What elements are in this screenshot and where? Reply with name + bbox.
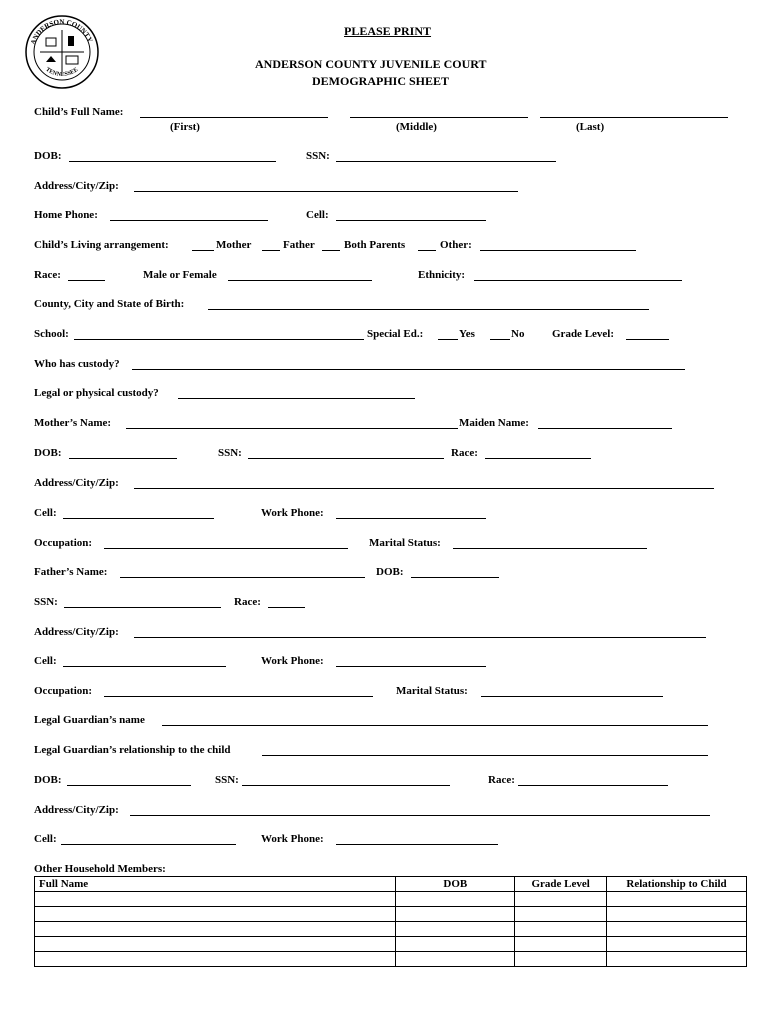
father-cell-field[interactable]	[63, 666, 226, 667]
cell-grade[interactable]	[515, 892, 607, 907]
table-row[interactable]	[35, 952, 747, 967]
guardian-work-phone-field[interactable]	[336, 844, 498, 845]
child-last-name-field[interactable]	[540, 117, 728, 118]
cell-grade[interactable]	[515, 937, 607, 952]
cell-full-name[interactable]	[35, 922, 396, 937]
county-seal	[24, 14, 100, 90]
mother-maiden-label: Maiden Name:	[459, 417, 529, 429]
cell-dob[interactable]	[396, 892, 515, 907]
cell-grade[interactable]	[515, 907, 607, 922]
special-ed-yes-blank[interactable]	[438, 339, 458, 340]
father-dob-label: DOB:	[376, 566, 404, 578]
guardian-relationship-field[interactable]	[262, 755, 708, 756]
seal-bottom-text: TENNESSEE	[44, 66, 80, 79]
guardian-dob-field[interactable]	[67, 785, 191, 786]
child-sex-label: Male or Female	[143, 269, 217, 281]
guardian-race-field[interactable]	[518, 785, 668, 786]
guardian-address-label: Address/City/Zip:	[34, 804, 119, 816]
guardian-ssn-field[interactable]	[242, 785, 450, 786]
mother-work-phone-label: Work Phone:	[261, 507, 324, 519]
col-grade-level: Grade Level	[515, 877, 607, 892]
col-full-name: Full Name	[35, 877, 396, 892]
father-ssn-label: SSN:	[34, 596, 58, 608]
living-other-label: Other:	[440, 239, 472, 251]
cell-relationship[interactable]	[607, 937, 747, 952]
mother-race-label: Race:	[451, 447, 478, 459]
mother-ssn-field[interactable]	[248, 458, 444, 459]
child-cell-field[interactable]	[336, 220, 486, 221]
father-race-field[interactable]	[268, 607, 305, 608]
grade-level-field[interactable]	[626, 339, 669, 340]
grade-level-label: Grade Level:	[552, 328, 615, 340]
mother-maiden-field[interactable]	[538, 428, 672, 429]
guardian-cell-label: Cell:	[34, 833, 57, 845]
living-both-blank[interactable]	[322, 250, 340, 251]
father-work-phone-field[interactable]	[336, 666, 486, 667]
child-race-label: Race:	[34, 269, 61, 281]
col-dob: DOB	[396, 877, 515, 892]
child-address-field[interactable]	[134, 191, 518, 192]
father-marital-label: Marital Status:	[396, 685, 468, 697]
guardian-name-field[interactable]	[162, 725, 708, 726]
middle-caption: (Middle)	[396, 121, 437, 133]
cell-relationship[interactable]	[607, 922, 747, 937]
cell-dob[interactable]	[396, 907, 515, 922]
child-ssn-label: SSN:	[306, 150, 330, 162]
living-arrangement-label: Child’s Living arrangement:	[34, 239, 169, 251]
mother-work-phone-field[interactable]	[336, 518, 486, 519]
living-other-field[interactable]	[480, 250, 636, 251]
custody-field[interactable]	[132, 369, 685, 370]
mother-address-field[interactable]	[134, 488, 714, 489]
custody-label: Who has custody?	[34, 358, 120, 370]
cell-full-name[interactable]	[35, 907, 396, 922]
mother-marital-field[interactable]	[453, 548, 647, 549]
birth-place-field[interactable]	[208, 309, 649, 310]
col-relationship: Relationship to Child	[607, 877, 747, 892]
sheet-title: DEMOGRAPHIC SHEET	[312, 74, 450, 88]
mother-address-label: Address/City/Zip:	[34, 477, 119, 489]
court-title: ANDERSON COUNTY JUVENILE COURT	[255, 57, 487, 71]
mother-dob-field[interactable]	[69, 458, 177, 459]
mother-occupation-label: Occupation:	[34, 537, 93, 549]
living-father-label: Father	[283, 239, 315, 251]
father-ssn-field[interactable]	[64, 607, 221, 608]
mother-name-label: Mother’s Name:	[34, 417, 112, 429]
seal-top-text: ANDERSON COUNTY	[29, 17, 95, 46]
father-marital-field[interactable]	[481, 696, 663, 697]
cell-relationship[interactable]	[607, 907, 747, 922]
living-mother-label: Mother	[216, 239, 252, 251]
mother-dob-label: DOB:	[34, 447, 62, 459]
first-caption: (First)	[170, 121, 200, 133]
father-work-phone-label: Work Phone:	[261, 655, 324, 667]
special-ed-label: Special Ed.:	[367, 328, 424, 340]
father-race-label: Race:	[234, 596, 261, 608]
legal-physical-field[interactable]	[178, 398, 415, 399]
household-table	[34, 876, 747, 967]
guardian-race-label: Race:	[488, 774, 515, 786]
mother-cell-field[interactable]	[63, 518, 214, 519]
special-ed-no-label: No	[511, 328, 525, 340]
living-other-blank[interactable]	[418, 250, 436, 251]
school-label: School:	[34, 328, 69, 340]
mother-marital-label: Marital Status:	[369, 537, 441, 549]
special-ed-no-blank[interactable]	[490, 339, 510, 340]
child-ssn-field[interactable]	[336, 161, 556, 162]
guardian-address-field[interactable]	[130, 815, 710, 816]
child-name-label: Child’s Full Name:	[34, 106, 124, 118]
household-title: Other Household Members:	[34, 863, 166, 875]
living-father-blank[interactable]	[262, 250, 280, 251]
cell-grade[interactable]	[515, 922, 607, 937]
cell-dob[interactable]	[396, 922, 515, 937]
cell-full-name[interactable]	[35, 937, 396, 952]
table-row[interactable]	[35, 892, 747, 907]
guardian-work-phone-label: Work Phone:	[261, 833, 324, 845]
father-address-label: Address/City/Zip:	[34, 626, 119, 638]
living-mother-blank[interactable]	[192, 250, 214, 251]
child-home-phone-field[interactable]	[110, 220, 268, 221]
cell-full-name[interactable]	[35, 892, 396, 907]
legal-physical-label: Legal or physical custody?	[34, 387, 159, 399]
table-row[interactable]	[35, 922, 747, 937]
child-ethnicity-field[interactable]	[474, 280, 682, 281]
birth-place-label: County, City and State of Birth:	[34, 298, 185, 310]
cell-relationship[interactable]	[607, 892, 747, 907]
cell-dob[interactable]	[396, 952, 515, 967]
father-occupation-label: Occupation:	[34, 685, 93, 697]
mother-name-field[interactable]	[126, 428, 458, 429]
cell-full-name[interactable]	[35, 952, 396, 967]
father-cell-label: Cell:	[34, 655, 57, 667]
child-cell-label: Cell:	[306, 209, 329, 221]
mother-cell-label: Cell:	[34, 507, 57, 519]
child-dob-field[interactable]	[69, 161, 276, 162]
mother-race-field[interactable]	[485, 458, 591, 459]
cell-dob[interactable]	[396, 937, 515, 952]
father-occupation-field[interactable]	[104, 696, 373, 697]
mother-ssn-label: SSN:	[218, 447, 242, 459]
father-dob-field[interactable]	[411, 577, 499, 578]
living-both-label: Both Parents	[344, 239, 406, 251]
school-field[interactable]	[74, 339, 364, 340]
table-row[interactable]	[35, 937, 747, 952]
child-first-name-field[interactable]	[140, 117, 328, 118]
mother-occupation-field[interactable]	[104, 548, 348, 549]
guardian-dob-label: DOB:	[34, 774, 62, 786]
cell-relationship[interactable]	[607, 952, 747, 967]
child-sex-field[interactable]	[228, 280, 372, 281]
father-name-label: Father’s Name:	[34, 566, 108, 578]
guardian-ssn-label: SSN:	[215, 774, 239, 786]
child-race-field[interactable]	[68, 280, 105, 281]
child-address-label: Address/City/Zip:	[34, 180, 119, 192]
guardian-cell-field[interactable]	[61, 844, 236, 845]
special-ed-yes-label: Yes	[459, 328, 475, 340]
child-home-phone-label: Home Phone:	[34, 209, 98, 221]
guardian-name-label: Legal Guardian’s name	[34, 714, 145, 726]
household-header-row	[35, 877, 747, 892]
child-ethnicity-label: Ethnicity:	[418, 269, 466, 281]
table-row[interactable]	[35, 907, 747, 922]
father-name-field[interactable]	[120, 577, 365, 578]
guardian-relationship-label: Legal Guardian’s relationship to the child	[34, 744, 231, 756]
father-address-field[interactable]	[134, 637, 706, 638]
cell-grade[interactable]	[515, 952, 607, 967]
last-caption: (Last)	[576, 121, 605, 133]
child-middle-name-field[interactable]	[350, 117, 528, 118]
please-print: PLEASE PRINT	[344, 24, 432, 38]
child-dob-label: DOB:	[34, 150, 62, 162]
